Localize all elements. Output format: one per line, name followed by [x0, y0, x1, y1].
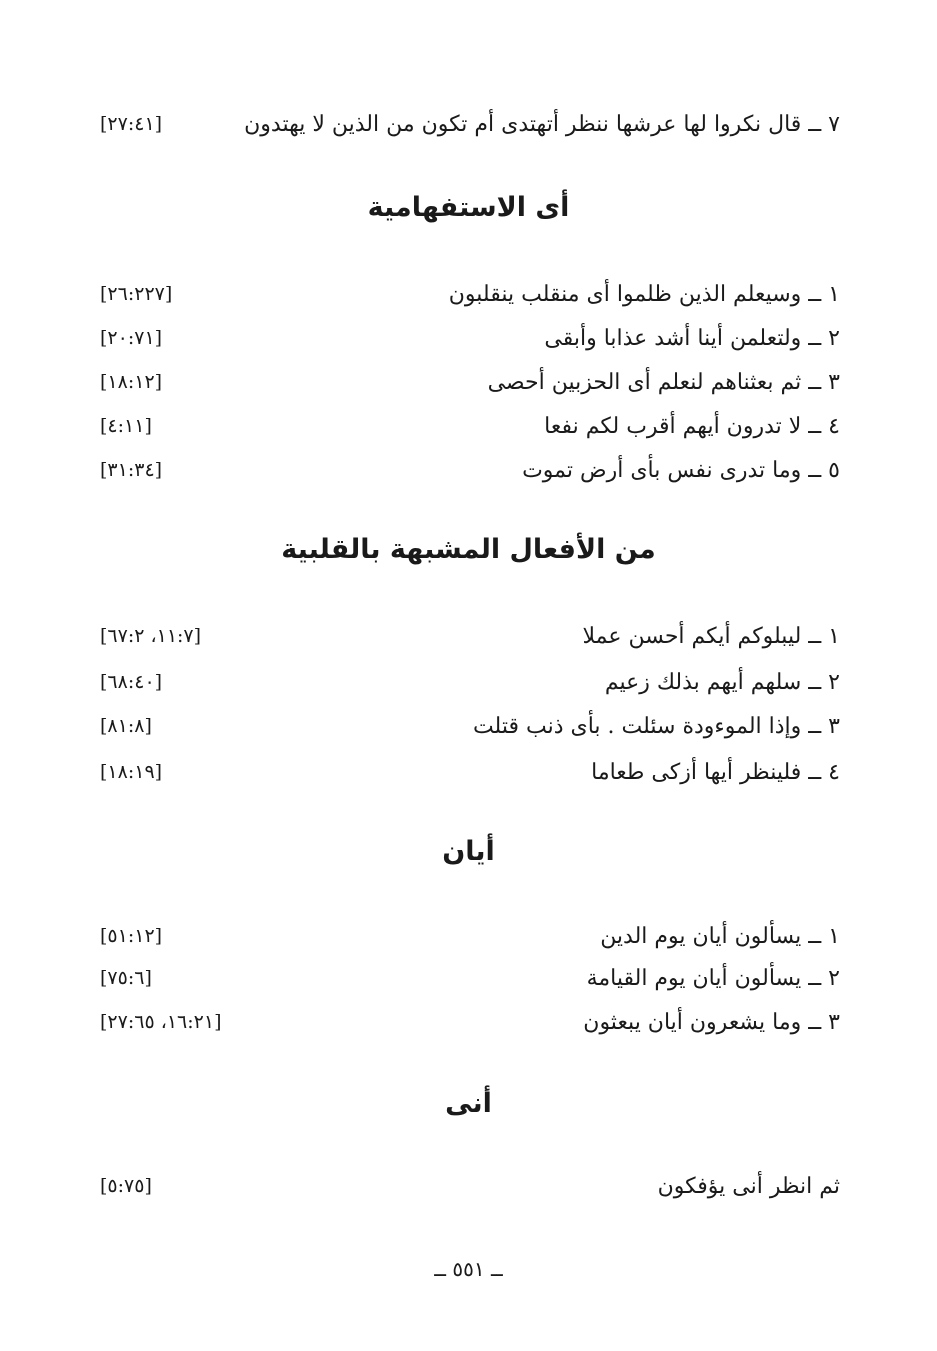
verse-text: ٣ ــ ثم بعثناهم لنعلم أى الحزبين أحصى [487, 369, 840, 395]
list-item [100, 662, 840, 702]
verse-text: ١ ــ وسيعلم الذين ظلموا أى منقلب ينقلبون [448, 281, 840, 307]
list-item [100, 406, 840, 446]
verse-reference: [٦٨:٤٠] [100, 671, 163, 693]
verse-reference: [٥:٧٥] [100, 1175, 152, 1197]
top-line [100, 104, 840, 144]
verse-text: ٣ ــ وإذا الموءودة سئلت . بأى ذنب قتلت [472, 713, 840, 739]
list-item [100, 958, 840, 998]
verse-reference: [٤:١١] [100, 415, 152, 437]
list-item [100, 362, 840, 402]
verse-text: ٣ ــ وما يشعرون أيان يبعثون [583, 1009, 840, 1035]
verse-text: ٤ ــ لا تدرون أيهم أقرب لكم نفعا [544, 413, 840, 439]
verse-reference: [٢٧:٤١] [100, 113, 163, 135]
list-item [100, 706, 840, 746]
list-item [100, 1166, 840, 1206]
verse-reference: [١٦:٢١، ٢٧:٦٥] [100, 1011, 222, 1033]
list-item [100, 916, 840, 956]
verse-reference: [١٨:١٩] [100, 761, 163, 783]
verse-text: ٤ ــ فلينظر أيها أزكى طعاما [591, 759, 840, 785]
section-title-istifhamiya: أى الاستفهامية [367, 192, 570, 223]
list-item [100, 450, 840, 490]
verse-text: ٥ ــ وما تدرى نفس بأى أرض تموت [522, 457, 840, 483]
verse-reference: [٢٠:٧١] [100, 327, 163, 349]
verse-text: ٧ ــ قال نكروا لها عرشها ننظر أتهتدى أم تكون من الذين لا يهتدون [244, 111, 840, 137]
list-item [100, 616, 840, 656]
verse-text: ١ ــ ليبلوكم أيكم أحسن عملا [582, 623, 840, 649]
section-title-afal-mushabbaha: من الأفعال المشبهة بالقلبية [281, 534, 656, 565]
section-title-anna: أنى [445, 1088, 492, 1119]
verse-reference: [١١:٧، ٦٧:٢] [100, 625, 202, 647]
verse-text: ١ ــ يسألون أيان يوم الدين [600, 923, 840, 949]
verse-reference: [٣١:٣٤] [100, 459, 163, 481]
list-item [100, 1002, 840, 1042]
verse-reference: [١٨:١٢] [100, 371, 163, 393]
verse-text: ٢ ــ يسألون أيان يوم القيامة [586, 965, 840, 991]
list-item [100, 752, 840, 792]
verse-reference: [٢٦:٢٢٧] [100, 283, 173, 305]
verse-text: ٢ ــ سلهم أيهم بذلك زعيم [604, 669, 840, 695]
verse-text: ٢ ــ ولتعلمن أينا أشد عذابا وأبقى [544, 325, 840, 351]
section-title-ayyan: أيان [442, 836, 495, 867]
list-item [100, 274, 840, 314]
verse-reference: [٧٥:٦] [100, 967, 152, 989]
page-number: ــ ٥٥١ ــ [434, 1257, 503, 1281]
verse-reference: [٨١:٨] [100, 715, 152, 737]
verse-reference: [٥١:١٢] [100, 925, 163, 947]
list-item [100, 318, 840, 358]
verse-text: ثم انظر أنى يؤفكون [657, 1173, 840, 1199]
